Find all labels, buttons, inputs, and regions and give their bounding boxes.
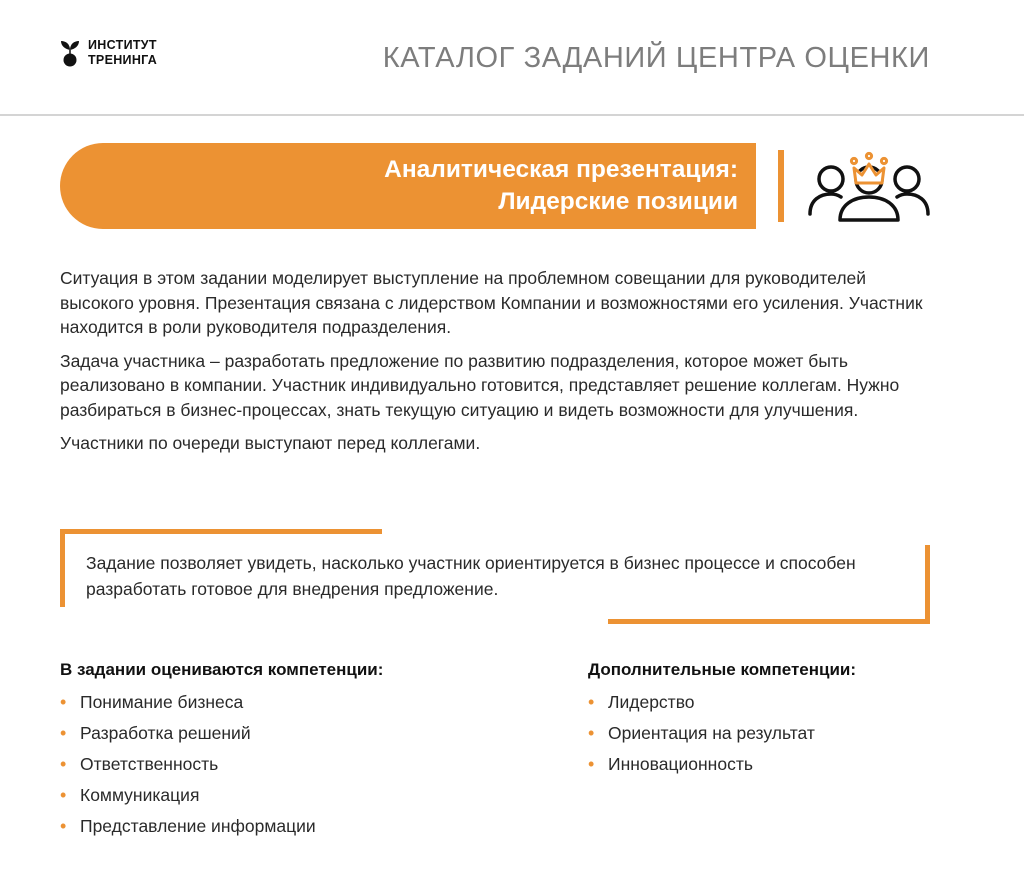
additional-competencies-list xyxy=(588,692,968,774)
description-paragraph-3: Участники по очереди выступают перед коллегами. xyxy=(60,433,481,453)
catalog-title: КАТАЛОГ ЗАДАНИЙ ЦЕНТРА ОЦЕНКИ xyxy=(382,42,930,74)
banner-accent-bar xyxy=(778,150,784,222)
list-item xyxy=(588,692,968,712)
additional-competencies-title: Дополнительные компетенции: xyxy=(588,660,857,679)
logo-text-line1: ИНСТИТУТ xyxy=(88,38,157,52)
bullet-icon: • xyxy=(60,816,67,836)
list-item xyxy=(588,723,968,743)
list-item-label: Ответственность xyxy=(80,754,219,774)
sprout-apple-icon xyxy=(60,38,80,68)
description-paragraph-2: Задача участника – разработать предложение по развитию подразделения, которое может быть реализовано в компании. Участник индивидуально готовится, представляет решение коллегам. Нужно разбираться в бизнес-процессах, знать текущую ситуацию и видеть возможности для улучшения. xyxy=(60,350,900,420)
banner-title-line2: Лидерские позиции xyxy=(498,188,738,215)
callout-frame-left xyxy=(60,529,65,607)
leader-group-crown-icon xyxy=(804,150,934,226)
bullet-icon: • xyxy=(588,754,595,774)
list-item-label: Инновационность xyxy=(608,754,753,774)
list-item xyxy=(588,754,968,774)
banner-title-line1: Аналитическая презентация: xyxy=(384,156,738,183)
callout-frame-right xyxy=(925,545,930,624)
list-item-label: Представление информации xyxy=(80,816,316,836)
list-item xyxy=(60,723,520,743)
header-divider xyxy=(0,114,1024,116)
bullet-icon: • xyxy=(60,692,67,712)
callout-frame-top xyxy=(60,529,382,534)
list-item xyxy=(60,692,520,712)
list-item-label: Лидерство xyxy=(608,692,695,712)
description-paragraph-1: Ситуация в этом задании моделирует выступление на проблемном совещании для руководителей высокого уровня. Презентация связана с лидерством Компании и возможностями его усиления. Участник находится в роли руководителя подразделения. xyxy=(60,268,923,337)
task-description xyxy=(60,266,940,465)
callout-text: Задание позволяет увидеть, насколько участник ориентируется в бизнес процессе и способен разработать готовое для внедрения предложение. xyxy=(86,553,856,599)
bullet-icon: • xyxy=(588,723,595,743)
list-item-label: Разработка решений xyxy=(80,723,251,743)
list-item-label: Ориентация на результат xyxy=(608,723,815,743)
list-item xyxy=(60,754,520,774)
bullet-icon: • xyxy=(588,692,595,712)
logo-text-line2: ТРЕНИНГА xyxy=(88,53,158,67)
list-item-label: Понимание бизнеса xyxy=(80,692,244,712)
bullet-icon: • xyxy=(60,754,67,774)
list-item xyxy=(60,785,520,805)
bullet-icon: • xyxy=(60,723,67,743)
logo xyxy=(60,38,157,68)
title-banner xyxy=(60,143,756,229)
competencies-section xyxy=(60,660,520,847)
callout-frame-bottom xyxy=(608,619,930,624)
competencies-title: В задании оцениваются компетенции: xyxy=(60,660,384,679)
additional-competencies-section xyxy=(588,660,968,785)
list-item xyxy=(60,816,520,836)
bullet-icon: • xyxy=(60,785,67,805)
list-item-label: Коммуникация xyxy=(80,785,200,805)
competencies-list xyxy=(60,692,520,836)
